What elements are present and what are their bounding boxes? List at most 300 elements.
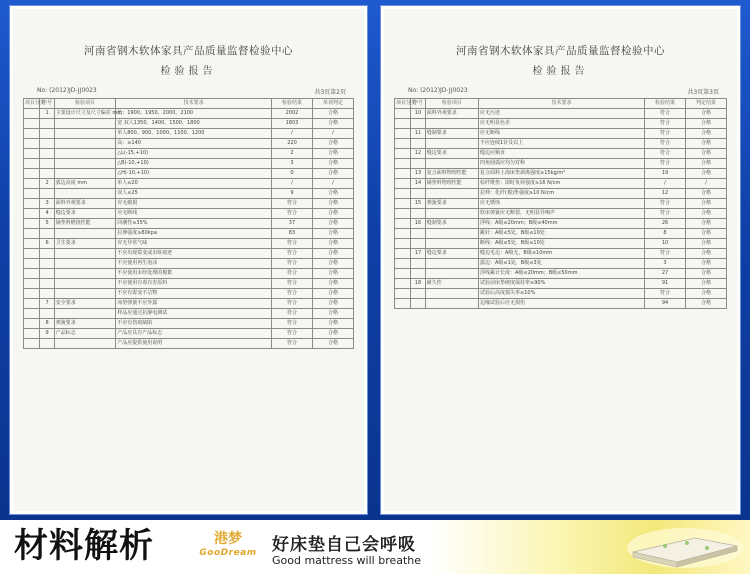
- table-cell: 17: [411, 249, 425, 259]
- table-cell: 符合: [645, 249, 686, 259]
- table-cell: 主要设计尺寸及尺寸偏差 mm: [54, 109, 115, 119]
- table-cell: [425, 259, 478, 269]
- table-cell: 符合: [271, 199, 312, 209]
- table-cell: 缝制要求: [425, 129, 478, 139]
- table-cell: 不应有霉变不洁物: [116, 289, 272, 299]
- table-cell: 83: [271, 229, 312, 239]
- table-cell: 15: [411, 199, 425, 209]
- table-cell: 合格: [312, 109, 353, 119]
- table-cell: 2002: [271, 109, 312, 119]
- table-cell: [54, 269, 115, 279]
- report-no-right: No: (2012)JD-JJ0023: [408, 87, 468, 94]
- table-cell: [425, 239, 478, 249]
- table-row: [395, 239, 727, 249]
- table-cell: [395, 129, 411, 139]
- table-cell: 9: [40, 329, 54, 339]
- table-cell: [40, 189, 54, 199]
- table-cell: 缝边要求: [425, 149, 478, 159]
- table-cell: 符合: [645, 149, 686, 159]
- table-cell: 软床弹簧应无断裂，无明显异响声: [479, 209, 645, 219]
- table-cell: 符合: [271, 329, 312, 339]
- table-cell: 符合: [645, 139, 686, 149]
- table-cell: 双人≤25: [116, 189, 272, 199]
- table-cell: 8: [40, 319, 54, 329]
- table-row: [24, 129, 354, 139]
- header-cell: 检验项目: [54, 99, 115, 109]
- section-title: 材料解析: [14, 526, 154, 566]
- table-cell: [40, 279, 54, 289]
- table-row: [24, 299, 354, 309]
- table-cell: 合格: [686, 279, 727, 289]
- table-cell: [395, 289, 411, 299]
- table-cell: 缝边要求: [54, 209, 115, 219]
- table-cell: [54, 339, 115, 349]
- table-cell: 弧边高度 mm: [54, 179, 115, 189]
- table-cell: [395, 159, 411, 169]
- table-row: [24, 139, 354, 149]
- table-row: [24, 319, 354, 329]
- table-cell: 耐久性: [425, 279, 478, 289]
- table-cell: [411, 289, 425, 299]
- table-row: [395, 139, 727, 149]
- header-cell: 技术要求: [479, 99, 645, 109]
- table-cell: 应无异常气味: [116, 239, 272, 249]
- table-row: [395, 119, 727, 129]
- table-cell: 合格: [312, 119, 353, 129]
- table-cell: 不应出现霉变或虫蛀痕迹: [116, 249, 272, 259]
- table-row: [24, 209, 354, 219]
- table-cell: 合格: [312, 279, 353, 289]
- table-cell: [24, 139, 40, 149]
- table-cell: 合格: [686, 129, 727, 139]
- mattress-illustration: [625, 526, 743, 570]
- report-meta-right: [394, 87, 727, 96]
- table-row: [24, 249, 354, 259]
- table-cell: 19: [645, 169, 686, 179]
- table-cell: 单人800、900、1000、1100、1200: [116, 129, 272, 139]
- table-cell: [54, 159, 115, 169]
- table-cell: [395, 119, 411, 129]
- table-row: [395, 279, 727, 289]
- table-cell: 13: [411, 169, 425, 179]
- table-cell: 回潮性≥35%: [116, 219, 272, 229]
- table-cell: △H(-10,+10): [116, 169, 272, 179]
- table-cell: [411, 299, 425, 309]
- table-cell: [411, 189, 425, 199]
- table-cell: 10: [645, 239, 686, 249]
- table-cell: 合格: [312, 199, 353, 209]
- table-cell: 卫生要求: [54, 239, 115, 249]
- table-cell: 复合面料上海床垫剥离强度≥15kg/m²: [479, 169, 645, 179]
- table-row: [395, 199, 727, 209]
- slogan-cn: 好床垫自己会呼吸: [272, 535, 416, 555]
- table-cell: 合格: [686, 259, 727, 269]
- table-cell: 产品应提供使用说明: [116, 339, 272, 349]
- table-cell: [54, 129, 115, 139]
- table-cell: [395, 139, 411, 149]
- table-cell: 9: [271, 189, 312, 199]
- table-cell: 符合: [645, 199, 686, 209]
- table-cell: 棕纤维垫：即时负荷强度≥16 N/cm: [479, 179, 645, 189]
- table-row: [395, 109, 727, 119]
- table-cell: 2: [271, 149, 312, 159]
- table-cell: 符合: [645, 209, 686, 219]
- table-cell: 合格: [686, 159, 727, 169]
- table-row: [395, 159, 727, 169]
- inspection-table-left: [23, 98, 354, 349]
- table-cell: [54, 119, 115, 129]
- table-cell: 合格: [686, 139, 727, 149]
- table-cell: 弹簧要求: [425, 199, 478, 209]
- table-cell: 不应连续1针及以上: [479, 139, 645, 149]
- table-cell: 10: [411, 109, 425, 119]
- table-cell: [395, 219, 411, 229]
- table-cell: [411, 239, 425, 249]
- table-cell: 试验后高度损失率≤10%: [479, 289, 645, 299]
- table-cell: [24, 329, 40, 339]
- table-cell: 应无污迹: [479, 109, 645, 119]
- table-cell: 符合: [271, 249, 312, 259]
- table-cell: 91: [645, 279, 686, 289]
- table-cell: 合格: [312, 339, 353, 349]
- table-row: [395, 169, 727, 179]
- table-row: [24, 199, 354, 209]
- table-row: [24, 309, 354, 319]
- table-cell: 不应有伤痕缺陷: [116, 319, 272, 329]
- table-cell: 浮线累计长度：A级≤20mm；B级≤50mm: [479, 269, 645, 279]
- table-cell: [54, 259, 115, 269]
- report-org-left: 河南省钢木软体家具产品质量监督检验中心: [84, 45, 293, 57]
- table-cell: 1: [40, 109, 54, 119]
- table-cell: 合格: [686, 249, 727, 259]
- table-cell: 符合: [271, 299, 312, 309]
- table-cell: [54, 289, 115, 299]
- table-cell: 合格: [312, 289, 353, 299]
- table-cell: 合格: [686, 209, 727, 219]
- table-cell: 2: [40, 179, 54, 189]
- table-cell: 8: [645, 229, 686, 239]
- table-cell: 应无断线: [479, 129, 645, 139]
- table-cell: 12: [411, 149, 425, 159]
- table-cell: 浮线：A级≤20mm；B级≤40mm: [479, 219, 645, 229]
- table-cell: 露边：A级≤1处，B级≤3处: [479, 259, 645, 269]
- table-cell: [425, 229, 478, 239]
- table-cell: 缝制要求: [425, 219, 478, 229]
- table-cell: 1803: [271, 119, 312, 129]
- table-cell: 床垫弹簧不应外露: [116, 299, 272, 309]
- table-cell: [411, 159, 425, 169]
- header-cell: 项目分类: [24, 99, 40, 109]
- report-page-left: [10, 6, 367, 514]
- table-cell: 16: [411, 219, 425, 229]
- table-cell: [24, 109, 40, 119]
- table-cell: [24, 219, 40, 229]
- table-cell: [40, 339, 54, 349]
- table-cell: [411, 229, 425, 239]
- table-cell: [40, 139, 54, 149]
- table-cell: [40, 229, 54, 239]
- table-cell: [40, 259, 54, 269]
- table-cell: 符合: [271, 239, 312, 249]
- table-row: [24, 239, 354, 249]
- table-cell: [425, 209, 478, 219]
- table-cell: 220: [271, 139, 312, 149]
- table-cell: 合格: [312, 209, 353, 219]
- table-row: [395, 179, 727, 189]
- table-header-row: [24, 99, 354, 109]
- table-row: [24, 159, 354, 169]
- table-cell: 合格: [686, 239, 727, 249]
- table-cell: 合格: [312, 249, 353, 259]
- report-page-no-right: 共3页第3页: [687, 89, 719, 96]
- table-cell: /: [312, 179, 353, 189]
- table-cell: [54, 229, 115, 239]
- brand-logo-en: GooDream: [199, 548, 257, 558]
- table-cell: [395, 249, 411, 259]
- table-cell: 符合: [271, 309, 312, 319]
- table-row: [24, 329, 354, 339]
- table-cell: 不应使用未经处理的棉絮: [116, 269, 272, 279]
- table-row: [395, 249, 727, 259]
- table-cell: 符合: [271, 279, 312, 289]
- footer-banner: [0, 520, 750, 574]
- table-cell: [24, 269, 40, 279]
- table-cell: [425, 289, 478, 299]
- table-cell: 符合: [271, 269, 312, 279]
- table-cell: 合格: [686, 289, 727, 299]
- table-cell: [395, 169, 411, 179]
- table-cell: [395, 199, 411, 209]
- table-cell: /: [271, 129, 312, 139]
- table-row: [24, 229, 354, 239]
- table-cell: /: [271, 179, 312, 189]
- table-cell: △L(-15,+10): [116, 149, 272, 159]
- report-title-right: 检验报告: [532, 66, 589, 77]
- header-cell: 判定结果: [686, 99, 727, 109]
- table-cell: 铺垫料燃烧性能: [54, 219, 115, 229]
- table-cell: 不应使用有毒有害原料: [116, 279, 272, 289]
- table-cell: [54, 139, 115, 149]
- table-cell: [395, 239, 411, 249]
- table-cell: 应无明显色差: [479, 119, 645, 129]
- table-row: [395, 209, 727, 219]
- table-cell: 11: [411, 129, 425, 139]
- table-cell: [395, 279, 411, 289]
- table-cell: 高：≥140: [116, 139, 272, 149]
- table-row: [395, 149, 727, 159]
- table-cell: [24, 179, 40, 189]
- table-cell: 断线：A级≤5处，B级≤10处: [479, 239, 645, 249]
- table-cell: 合格: [312, 149, 353, 159]
- report-org-right: 河南省钢木软体家具产品质量监督检验中心: [456, 45, 665, 57]
- table-cell: 合格: [686, 219, 727, 229]
- table-cell: [411, 259, 425, 269]
- table-cell: 缝边毛边：A级无，B级≤10mm: [479, 249, 645, 259]
- table-cell: 面料外观要求: [54, 199, 115, 209]
- table-cell: [411, 269, 425, 279]
- table-cell: 应无锈蚀: [479, 199, 645, 209]
- table-cell: 复合面料物理性能: [425, 169, 478, 179]
- table-cell: [395, 299, 411, 309]
- table-cell: 符合: [271, 259, 312, 269]
- table-cell: [395, 149, 411, 159]
- table-cell: 符合: [645, 159, 686, 169]
- table-cell: [40, 269, 54, 279]
- table-cell: [24, 229, 40, 239]
- table-cell: 合格: [312, 219, 353, 229]
- table-cell: 安全要求: [54, 299, 115, 309]
- table-cell: 拉伸强度≥80kpa: [116, 229, 272, 239]
- table-cell: 符合: [271, 319, 312, 329]
- table-cell: 3: [40, 199, 54, 209]
- inspection-table-right: [394, 98, 727, 309]
- table-cell: 合格: [312, 299, 353, 309]
- table-cell: 合格: [312, 169, 353, 179]
- table-cell: 合格: [312, 309, 353, 319]
- table-cell: 4: [40, 209, 54, 219]
- table-cell: 合格: [686, 229, 727, 239]
- table-cell: [395, 259, 411, 269]
- table-row: [395, 269, 727, 279]
- table-cell: 边缘试验后应无损伤: [479, 299, 645, 309]
- table-cell: 合格: [686, 269, 727, 279]
- table-row: [395, 219, 727, 229]
- table-cell: 14: [411, 179, 425, 189]
- table-row: [24, 109, 354, 119]
- table-cell: 37: [271, 219, 312, 229]
- table-cell: 合格: [312, 329, 353, 339]
- table-cell: [54, 279, 115, 289]
- table-cell: [40, 289, 54, 299]
- report-meta-left: [23, 87, 354, 96]
- table-cell: 合格: [312, 139, 353, 149]
- table-cell: 应无断线: [116, 209, 272, 219]
- table-cell: 面料外观要求: [425, 109, 478, 119]
- table-cell: [40, 249, 54, 259]
- table-cell: 合格: [312, 259, 353, 269]
- table-cell: 产品应具有产品标志: [116, 329, 272, 339]
- table-cell: [425, 269, 478, 279]
- table-cell: [40, 119, 54, 129]
- table-row: [24, 149, 354, 159]
- table-cell: [40, 129, 54, 139]
- table-cell: [54, 169, 115, 179]
- report-page-no-left: 共3页第2页: [314, 89, 346, 96]
- table-cell: [40, 149, 54, 159]
- table-cell: 合格: [686, 119, 727, 129]
- table-cell: [40, 159, 54, 169]
- table-cell: 样品应通过抗静电测试: [116, 309, 272, 319]
- table-cell: 铺垫料物理性能: [425, 179, 478, 189]
- table-cell: [24, 339, 40, 349]
- table-row: [24, 119, 354, 129]
- table-cell: [425, 189, 478, 199]
- table-cell: [24, 149, 40, 159]
- table-row: [24, 259, 354, 269]
- table-header-row: [395, 99, 727, 109]
- table-cell: /: [645, 179, 686, 189]
- table-cell: 符合: [645, 289, 686, 299]
- table-cell: [54, 189, 115, 199]
- table-cell: [24, 289, 40, 299]
- table-cell: [24, 169, 40, 179]
- table-cell: [395, 109, 411, 119]
- table-cell: [425, 299, 478, 309]
- table-cell: 试验前床垫硬度保持率≥90%: [479, 279, 645, 289]
- table-row: [395, 289, 727, 299]
- report-no-left: No: (2012)JD-JJ0023: [37, 87, 97, 94]
- table-cell: 合格: [686, 169, 727, 179]
- table-cell: 宽 双人1350、1400、1500、1800: [116, 119, 272, 129]
- table-cell: 合格: [686, 299, 727, 309]
- table-cell: 94: [645, 299, 686, 309]
- table-cell: [24, 129, 40, 139]
- table-cell: 缝边要求: [425, 249, 478, 259]
- table-cell: 合格: [312, 269, 353, 279]
- table-cell: 符合: [645, 119, 686, 129]
- table-cell: [24, 199, 40, 209]
- table-cell: [24, 209, 40, 219]
- table-cell: 6: [40, 239, 54, 249]
- table-cell: 符合: [645, 129, 686, 139]
- table-cell: [425, 139, 478, 149]
- table-cell: 合格: [312, 319, 353, 329]
- table-cell: 符合: [271, 289, 312, 299]
- table-row: [24, 289, 354, 299]
- table-cell: 27: [645, 269, 686, 279]
- table-row: [24, 279, 354, 289]
- table-cell: 不应使用再生泡沫: [116, 259, 272, 269]
- table-row: [395, 259, 727, 269]
- table-cell: [395, 189, 411, 199]
- table-cell: 3: [271, 159, 312, 169]
- table-cell: 12: [645, 189, 686, 199]
- slogan-en: Good mattress will breathe: [272, 554, 422, 567]
- table-cell: [24, 279, 40, 289]
- table-cell: 拉伸：化纤(棉)垫强度≥10 N/cm: [479, 189, 645, 199]
- table-cell: 应无破损: [116, 199, 272, 209]
- table-cell: 符合: [271, 339, 312, 349]
- table-cell: /: [686, 179, 727, 189]
- table-cell: /: [312, 129, 353, 139]
- table-cell: 合格: [312, 239, 353, 249]
- table-row: [24, 339, 354, 349]
- table-cell: 合格: [686, 109, 727, 119]
- table-row: [395, 189, 727, 199]
- table-cell: 单人≤20: [116, 179, 272, 189]
- table-row: [24, 269, 354, 279]
- header-cell: 检验结果: [645, 99, 686, 109]
- brand-logo: [193, 528, 263, 568]
- table-cell: [395, 179, 411, 189]
- table-cell: [24, 189, 40, 199]
- header-cell: 项目分类: [395, 99, 411, 109]
- table-cell: [24, 259, 40, 269]
- table-cell: [54, 249, 115, 259]
- header-cell: 检验项目: [425, 99, 478, 109]
- table-cell: 5: [40, 219, 54, 229]
- report-title-left: 检验报告: [160, 66, 217, 77]
- table-cell: [24, 319, 40, 329]
- table-cell: [395, 269, 411, 279]
- table-row: [395, 299, 727, 309]
- header-cell: 技术要求: [116, 99, 272, 109]
- table-cell: [24, 299, 40, 309]
- table-cell: 缝边应顺直: [479, 149, 645, 159]
- table-cell: [411, 119, 425, 129]
- table-cell: 符合: [271, 209, 312, 219]
- header-cell: 序号: [411, 99, 425, 109]
